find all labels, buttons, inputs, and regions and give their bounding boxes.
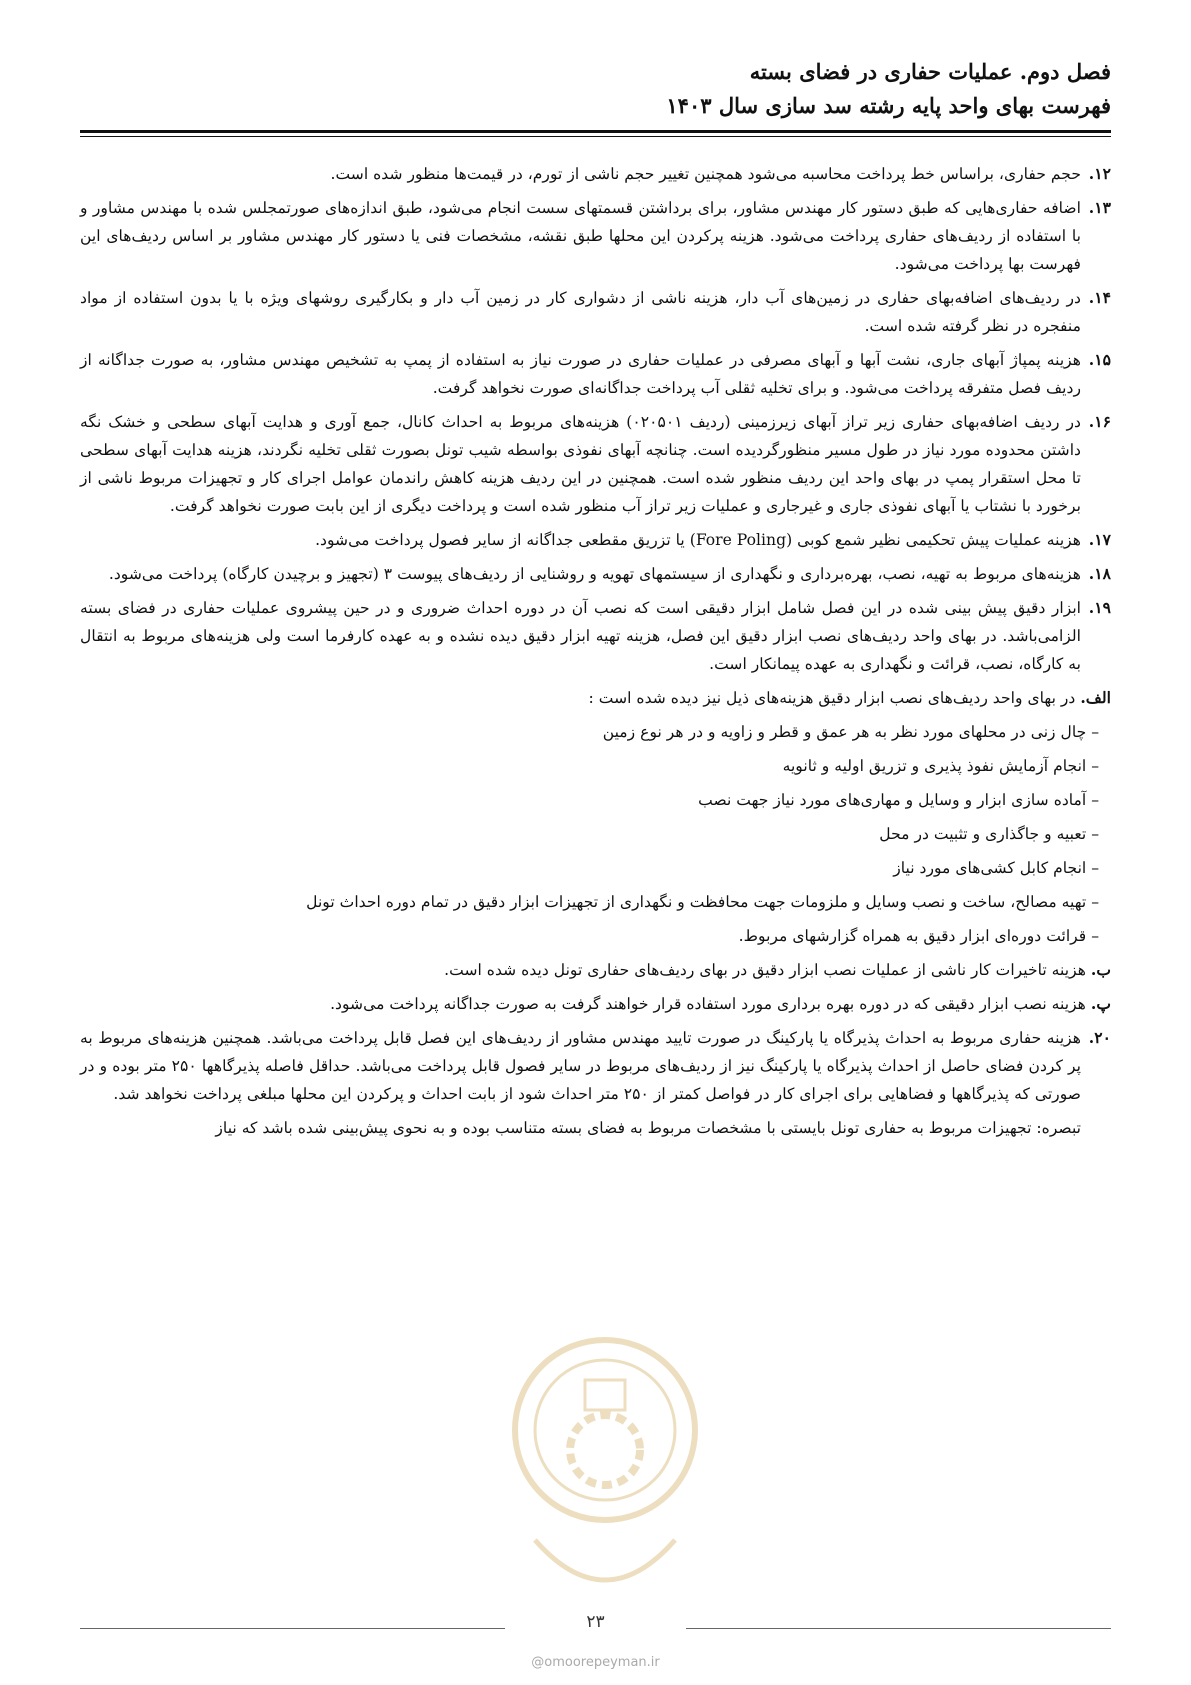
item-19: [80, 594, 1111, 678]
item-text: هزینه‌های مربوط به تهیه، نصب، بهره‌برداری و نگهداری از سیستمهای تهویه و روشنایی از ردیف‌های پیوست ۳ (تجهیز و برچیدن کارگاه) پرداخت می‌شود.: [108, 565, 1081, 583]
item-text: هزینه حفاری مربوط به احداث پذیرگاه یا پارکینگ در صورت تایید مهندس مشاور از ردیف‌های این فصل قابل پرداخت می‌باشد. همچنین هزینه‌های مربوط به پر کردن فضای حاصل از احداث پذیرگاه یا پارکینگ نیز از ردیف‌های مربوط در سایر فصول قابل پرداخت می‌باشد. حداقل فاصله پذیرگاهها ۲۵۰ متر بوده و در صورتی که پذیرگاهها و فضاهایی برای اجرای کار در فواصل کمتر از ۲۵۰ متر احداث شود از بابت احداث و پرکردن این محلها مبلغی پرداخت نخواهد شد.: [80, 1029, 1081, 1103]
item-number: ۱۷.: [1088, 530, 1111, 549]
list-item: – تهیه مصالح، ساخت و نصب وسایل و ملزومات جهت محافظت و نگهداری از تجهیزات ابزار دقیق در تمام دوره احداث تونل: [306, 893, 1099, 911]
list-item: – قرائت دوره‌ای ابزار دقیق به همراه گزارشهای مربوط.: [738, 927, 1099, 945]
item-text: هزینه عملیات پیش تحکیمی نظیر شمع کوبی (Fore Poling) یا تزریق مقطعی جداگانه از سایر فصول پرداخت می‌شود.: [315, 531, 1081, 549]
page-header: [80, 55, 1111, 123]
item-15: [80, 346, 1111, 402]
header-rule-thick: [80, 130, 1111, 133]
item-number: ۱۴.: [1088, 288, 1111, 307]
item-number: ۲۰.: [1088, 1028, 1111, 1047]
item-18: [80, 560, 1111, 588]
sub-item-pe: [80, 990, 1111, 1018]
chapter-title: فصل دوم. عملیات حفاری در فضای بسته: [749, 59, 1111, 84]
item-16: [80, 408, 1111, 520]
item-number: ۱۹.: [1088, 598, 1111, 617]
sub-text: هزینه تاخیرات کار ناشی از عملیات نصب ابزار دقیق در بهای ردیف‌های حفاری تونل دیده شده است.: [444, 961, 1086, 979]
website-url[interactable]: @omoorepeyman.ir: [531, 1655, 660, 1670]
sub-item-be: [80, 956, 1111, 984]
item-text: حجم حفاری، براساس خط پرداخت محاسبه می‌شود همچنین تغییر حجم ناشی از تورم، در قیمت‌ها منظور شده است.: [330, 165, 1081, 183]
header-rule-thin: [80, 136, 1111, 137]
item-text: در ردیف‌های اضافه‌بهای حفاری در زمین‌های آب دار، هزینه ناشی از دشواری کار در زمین آب دار و بکارگیری روشهای ویژه با یا بدون استفاده از مواد منفجره در نظر گرفته شده است.: [80, 289, 1081, 335]
sub-label: ب.: [1090, 960, 1111, 979]
item-13: [80, 194, 1111, 278]
item-text: در ردیف اضافه‌بهای حفاری زیر تراز آبهای زیرزمینی (ردیف ۰۲۰۵۰۱) هزینه‌های مربوط به احداث کانال، جمع آوری و هدایت آبهای سطحی و خشک نگه داشتن محدوده مورد نیاز در طول مسیر منظورگردیده است. چنانچه آبهای نفوذی بواسطه شیب تونل بصورت ثقلی تخلیه نگردند، هزینه هدایت آبهای سطحی تا محل استقرار پمپ در بهای واحد این ردیف منظور شده است. همچنین در این ردیف هزینه کاهش راندمان عوامل اجرای کار و تجهیزات مربوط ناشی از برخورد با نشتاب یا آبهای نفوذی جاری و غیرجاری و عملیات زیر تراز آب منظور شده است و پرداخت دیگری از این بابت صورت نخواهد گرفت.: [80, 413, 1081, 515]
sub-text: هزینه نصب ابزار دقیقی که در دوره بهره برداری مورد استفاده قرار خواهند گرفت به صورت جداگانه پرداخت می‌شود.: [330, 995, 1086, 1013]
body-content: [80, 160, 1111, 1148]
list-item: – انجام آزمایش نفوذ پذیری و تزریق اولیه و ثانویه: [782, 757, 1099, 775]
sub-item-alef: [80, 684, 1111, 712]
list-item: – انجام کابل کشی‌های مورد نیاز: [893, 859, 1099, 877]
item-number: ۱۲.: [1088, 164, 1111, 183]
item-20: [80, 1024, 1111, 1108]
list-item: – چال زنی در محلهای مورد نظر به هر عمق و قطر و زاویه و در هر نوع زمین: [602, 723, 1099, 741]
item-number: ۱۵.: [1088, 350, 1111, 369]
item-12: [80, 160, 1111, 188]
list-title: فهرست بهای واحد پایه رشته سد سازی سال ۱۴۰۳: [666, 93, 1111, 118]
sub-label: الف.: [1080, 688, 1111, 707]
page-number: ۲۳: [586, 1612, 605, 1632]
item-text: هزینه پمپاژ آبهای جاری، نشت آبها و آبهای مصرفی در عملیات حفاری در صورت نیاز به استفاده از پمپ به تشخیص مهندس مشاور، به صورت جداگانه از ردیف فصل متفرقه پرداخت می‌شود. و برای تخلیه ثقلی آب پرداخت جداگانه‌ای صورت نخواهد گرفت.: [80, 351, 1081, 397]
list-item: – آماده سازی ابزار و وسایل و مهاری‌های مورد نیاز جهت نصب: [698, 791, 1099, 809]
item-number: ۱۸.: [1088, 564, 1111, 583]
list-item: – تعبیه و جاگذاری و تثبیت در محل: [879, 825, 1099, 843]
item-14: [80, 284, 1111, 340]
item-number: ۱۳.: [1088, 198, 1111, 217]
item-number: ۱۶.: [1088, 412, 1111, 431]
item-17: [80, 526, 1111, 554]
sub-text: در بهای واحد ردیف‌های نصب ابزار دقیق هزینه‌های ذیل نیز دیده شده است :: [588, 689, 1076, 707]
note-paragraph: تبصره: تجهیزات مربوط به حفاری تونل بایستی با مشخصات مربوط به فضای بسته متناسب بوده و به نحوی پیش‌بینی شده باشد که نیاز: [215, 1119, 1081, 1137]
seal-watermark: [505, 1320, 705, 1620]
item-text: اضافه حفاری‌هایی که طبق دستور کار مهندس مشاور، برای برداشتن قسمتهای سست انجام می‌شود، طبق اندازه‌های صورتمجلس شده با مهندس مشاور و با استفاده از ردیف‌های حفاری پرداخت می‌شود. هزینه پرکردن این محلها طبق نقشه، مشخصات فنی یا دستور کار مهندس مشاور بر اساس ردیف‌های این فهرست بها پرداخت می‌شود.: [80, 199, 1081, 273]
sub-label: پ.: [1090, 994, 1111, 1013]
item-text: ابزار دقیق پیش بینی شده در این فصل شامل ابزار دقیقی است که نصب آن در دوره احداث ضروری و در حین پیشروی عملیات حفاری در فضای بسته الزامی‌باشد. در بهای واحد ردیف‌های نصب ابزار دقیق این فصل، هزینه تهیه ابزار دقیق دیده نشده و به عهده کارفرما است ولی هزینه‌های مربوط به انتقال به کارگاه، نصب، قرائت و نگهداری به عهده پیمانکار است.: [80, 599, 1081, 673]
